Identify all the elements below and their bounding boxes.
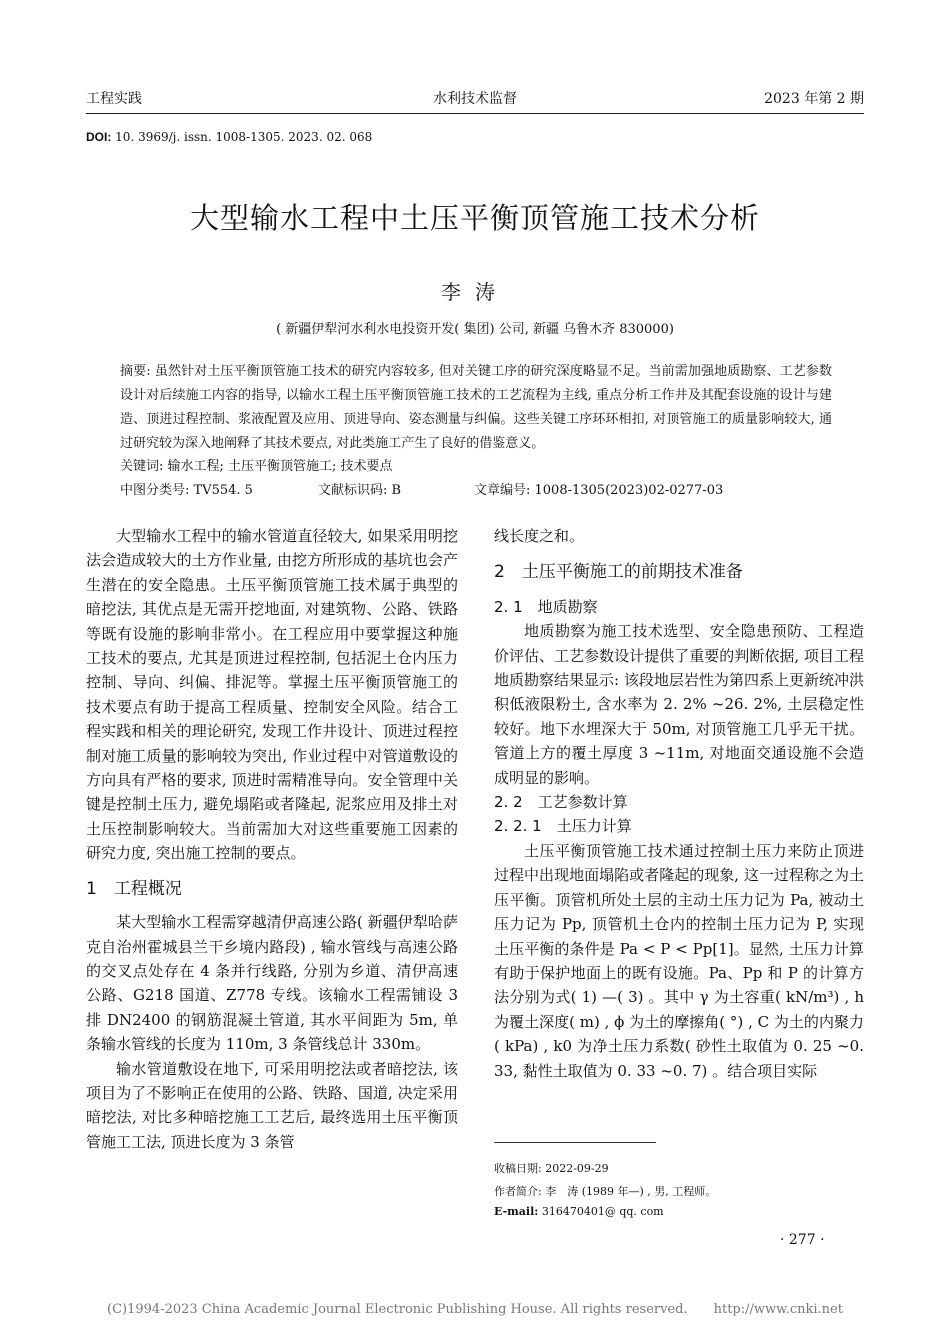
section-2-1-paragraph: 地质勘察为施工技术选型、安全隐患预防、工程造价评估、工艺参数设计提供了重要的判断依据, 项目工程地质勘察结果显示: 该段地层岩性为第四系上更新统冲洪积低液限粉土, 含水率为 2. 2% ~26. 2%, 土层稳定性较好。地下水埋深大于 50m, 对顶管施工几乎无干扰。管道上方的覆土厚度 3 ~11m, 对地面交通设施不会造成明显的影响。 (494, 622, 864, 787)
author-name: 李涛 (441, 280, 509, 304)
section-2-1-heading: 2. 1 地质勘察 (494, 597, 598, 616)
left-column (86, 524, 458, 1154)
section-1-paragraph-1: 某大型输水工程需穿越清伊高速公路( 新疆伊犁哈萨克自治州霍城县兰干乡境内路段) , 输水管线与高速公路的交叉点处存在 4 条并行线路, 分别为乡道、清伊高速公路、G218 国道、Z778 专线。该输水工程需铺设 3 排 DN2400 的钢筋混凝土管道, 其水平间距为 5m, 单条输水管线的长度为 110m, 3 条管线总计 330m。 (86, 913, 458, 1054)
continued-text: 线长度之和。 (494, 527, 585, 545)
keywords: 关键词: 输水工程; 土压平衡顶管施工; 技术要点 (120, 459, 393, 474)
page-number: · 277 · (780, 1232, 825, 1248)
email-value: 316470401@ qq. com (541, 1205, 664, 1218)
section-1-paragraph-2: 输水管道敷设在地下, 可采用明挖法或者暗挖法, 该项目为了不影响正在使用的公路、铁路、国道, 决定采用暗挖法, 对比多种暗挖施工工艺后, 最终选用土压平衡顶管施工工法, 顶进长度为 3 条管 (86, 1059, 458, 1151)
header-divider (86, 113, 864, 114)
author-bio: 作者简介: 李 涛 (1989 年—) , 男, 工程师。 (494, 1185, 717, 1198)
received-date: 收稿日期: 2022-09-29 (494, 1162, 609, 1175)
article-title: 大型输水工程中土压平衡顶管施工技术分析 (189, 201, 760, 235)
abstract: 摘要: 虽然针对土压平衡顶管施工技术的研究内容较多, 但对关键工序的研究深度略显不足。当前需加强地质勘察、工艺参数设计对后续施工内容的指导, 以输水工程土压平衡顶管施工技术的工艺流程为主线, 重点分析工作井及其配套设施的设计与建造、顶进过程控制、浆液配置及应用、顶进导向、姿态测量与纠偏。这些关键工序环环相扣, 对顶管施工的质量影响较大, 通过研究较为深入地阐释了其技术要点, 对此类施工产生了良好的借鉴意义。 (120, 364, 832, 451)
intro-paragraph: 大型输水工程中的输水管道直径较大, 如果采用明挖法会造成较大的土方作业量, 由挖方所形成的基坑也会产生潜在的安全隐患。土压平衡顶管施工技术属于典型的暗挖法, 其优点是无需开挖地面, 对建筑物、公路、铁路等既有设施的影响非常小。在工程应用中要掌握这种施工技术的要点, 尤其是顶进过程控制, 包括泥土仓内压力控制、导向、纠偏、排泥等。掌握土压平衡顶管施工的技术要点有助于提高工程质量、控制安全风险。结合工程实践和相关的理论研究, 发现工作井设计、顶进过程控制对施工质量的影响较为突出, 作业过程中对管道敷设的方向具有严格的要求, 顶进时需精准导向。安全管理中关键是控制土压力, 避免塌陷或者隆起, 泥浆应用及排土对土压控制影响较大。当前需加大对这些重要施工因素的研究力度, 突出施工控制的要点。 (86, 527, 458, 863)
copyright-footer: (C)1994-2023 China Academic Journal Electronic Publishing House. All rights reserved. http://www.cnki.net (107, 1302, 843, 1317)
section-2-heading: 2 土压平衡施工的前期技术准备 (494, 562, 743, 583)
header-section: 工程实践 (86, 91, 142, 107)
right-column (494, 524, 864, 1083)
section-2-2-1-paragraph: 土压平衡顶管施工技术通过控制土压力来防止顶进过程中出现地面塌陷或者隆起的现象, 这一过程称之为土压平衡。顶管机所处土层的主动土压力记为 Pa, 被动土压力记为 Pp, 顶管机土仓内的控制土压力记为 P, 实现土压平衡的条件是 Pa < P < Pp[1]。显然, 土压力计算有助于保护地面上的既有设施。Pa、Pp 和 P 的计算方法分别为式( 1) —( 3) 。其中 γ 为土容重( kN/m³) , h 为覆土深度( m) , ϕ 为土的摩擦角( °) , C 为土的内聚力( kPa) , k0 为净土压力系数( 砂性土取值为 0. 25 ~0. 33, 黏性土取值为 0. 33 ~0. 7) 。结合项目实际 (494, 841, 864, 1080)
author-affiliation: ( 新疆伊犁河水利水电投资开发( 集团) 公司, 新疆 乌鲁木齐 830000) (276, 322, 674, 337)
article-number: 文章编号: 1008-1305(2023)02-0277-03 (474, 483, 724, 498)
section-1-heading: 1 工程概况 (86, 878, 182, 899)
email-label: E-mail: (494, 1205, 539, 1218)
section-2-2-heading: 2. 2 工艺参数计算 (494, 793, 628, 812)
section-2-2-1-heading: 2. 2. 1 土压力计算 (494, 817, 632, 836)
author-email (494, 1205, 664, 1218)
doi (86, 130, 372, 144)
clc-number: 中图分类号: TV554. 5 (120, 483, 253, 498)
header-issue: 2023 年第 2 期 (764, 91, 864, 107)
document-code: 文献标识码: B (318, 483, 402, 498)
doi-value: 10. 3969/j. issn. 1008-1305. 2023. 02. 068 (115, 130, 373, 144)
footnote-divider (494, 1142, 656, 1143)
doi-label: DOI: (86, 130, 112, 144)
header-journal: 水利技术监督 (433, 91, 517, 107)
